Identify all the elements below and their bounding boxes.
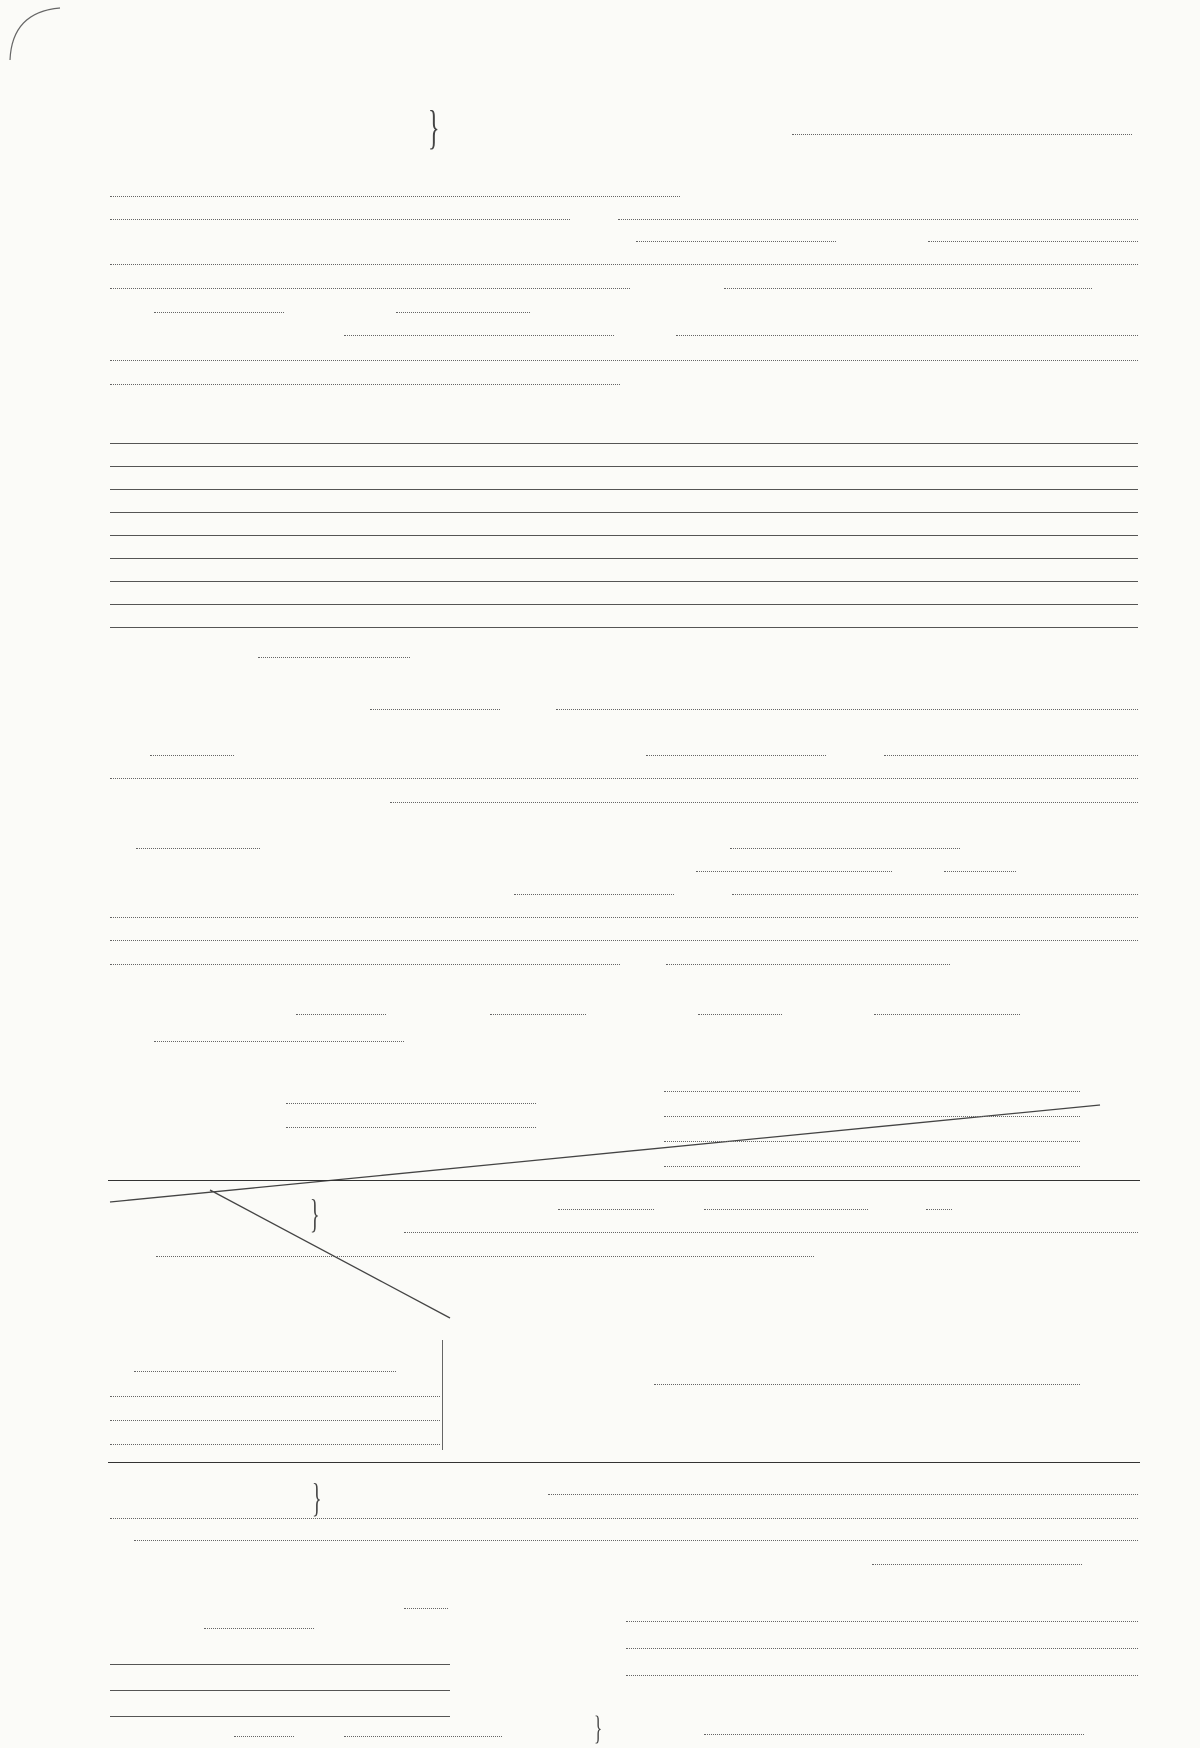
divider-2 (108, 1462, 1140, 1463)
cancel-line-1 (110, 1105, 1100, 1202)
divider-1 (108, 1180, 1140, 1181)
header-brace: } (428, 101, 440, 154)
cancel-line-2 (210, 1190, 450, 1318)
deed-page: } } } } (0, 0, 1200, 1745)
